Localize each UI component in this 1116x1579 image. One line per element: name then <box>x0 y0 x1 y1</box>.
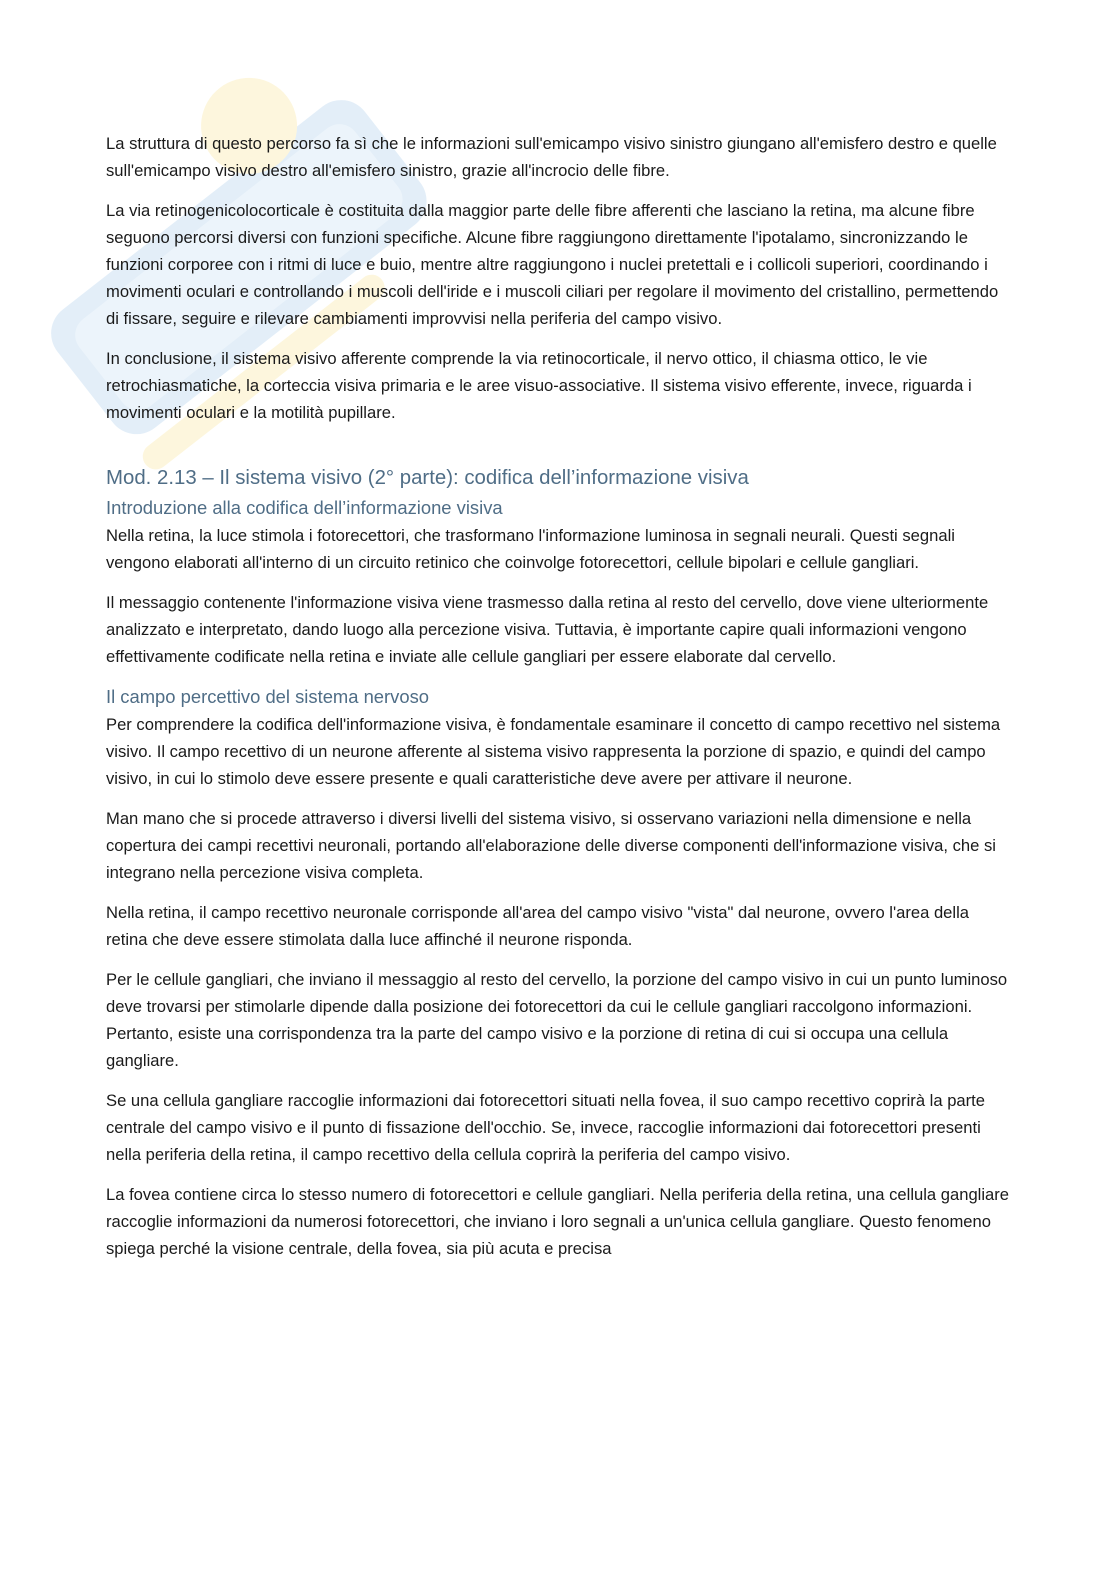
paragraph-s2-2: Man mano che si procede attraverso i diversi livelli del sistema visivo, si osservano variazioni nella dimensione e nella copertura dei campi recettivi neuronali, portando all'elaborazione delle diverse componenti dell'informazione visiva, che si integrano nella percezione visiva completa. <box>106 809 996 882</box>
paragraph-s1-1: Nella retina, la luce stimola i fotorecettori, che trasformano l'informazione luminosa in segnali neurali. Questi segnali vengono elaborati all'interno di un circuito retinico che coinvolge fotorecettori, cellule bipolari e cellule gangliari. <box>106 526 955 572</box>
paragraph-s2-6: La fovea contiene circa lo stesso numero di fotorecettori e cellule gangliari. Nella periferia della retina, una cellula gangliare raccoglie informazioni da numerosi fotorecettori, che inviano i loro segnali a un'unica cellula gangliare. Questo fenomeno spiega perché la visione centrale, della fovea, sia più acuta e precisa <box>106 1185 1010 1258</box>
paragraph-s2-5: Se una cellula gangliare raccoglie informazioni dai fotorecettori situati nella fovea, il suo campo recettivo coprirà la parte centrale del campo visivo e il punto di fissazione dell'occhio. Se, invece, raccoglie informazioni dai fotorecettori presenti nella periferia della retina, il campo recettivo della cellula coprirà la periferia del campo visivo. <box>106 1091 986 1164</box>
section-title-introduzione: Introduzione alla codifica dell’informazione visiva <box>106 497 503 518</box>
paragraph-intro-1: La struttura di questo percorso fa sì che le informazioni sull'emicampo visivo sinistro giungano all'emisfero destro e quelle sull'emicampo visivo destro all'emisfero sinistro, grazie all'incrocio delle fibre. <box>106 134 997 180</box>
document-body <box>106 130 1010 1275</box>
paragraph-intro-2: La via retinogenicolocorticale è costituita dalla maggior parte delle fibre afferenti che lasciano la retina, ma alcune fibre seguono percorsi diversi con funzioni specifiche. Alcune fibre raggiungono direttamente l'ipotalamo, sincronizzando le funzioni corporee con i ritmi di luce e buio, mentre altre raggiungono i nuclei pretettali e i collicoli superiori, coordinando i movimenti oculari e controllando i muscoli dell'iride e i muscoli ciliari per regolare il movimento del cristallino, permettendo di fissare, seguire e rilevare cambiamenti improvvisi nella periferia del campo visivo. <box>106 201 999 328</box>
paragraph-s2-3: Nella retina, il campo recettivo neuronale corrisponde all'area del campo visivo "vista" dal neurone, ovvero l'area della retina che deve essere stimolata dalla luce affinché il neurone risponda. <box>106 903 970 949</box>
section-title-campo-percettivo: Il campo percettivo del sistema nervoso <box>106 686 430 707</box>
paragraph-s2-4: Per le cellule gangliari, che inviano il messaggio al resto del cervello, la porzione del campo visivo in cui un punto luminoso deve trovarsi per stimolarle dipende dalla posizione dei fotorecettori da cui le cellule gangliari raccolgono informazioni. Pertanto, esiste una corrispondenza tra la parte del campo visivo e la porzione di retina di cui si occupa una cellula gangliare. <box>106 970 1008 1070</box>
module-title: Mod. 2.13 – Il sistema visivo (2° parte): codifica dell’informazione visiva <box>106 467 749 489</box>
paragraph-s2-1: Per comprendere la codifica dell'informazione visiva, è fondamentale esaminare il concetto di campo recettivo nel sistema visivo. Il campo recettivo di un neurone afferente al sistema visivo rappresenta la porzione di spazio, e quindi del campo visivo, in cui lo stimolo deve essere presente e quali caratteristiche deve avere per attivare il neurone. <box>106 715 1001 788</box>
paragraph-intro-3: In conclusione, il sistema visivo afferente comprende la via retinocorticale, il nervo ottico, il chiasma ottico, le vie retrochiasmatiche, la corteccia visiva primaria e le aree visuo-associative. Il sistema visivo efferente, invece, riguarda i movimenti oculari e la motilità pupillare. <box>106 349 972 422</box>
paragraph-s1-2: Il messaggio contenente l'informazione visiva viene trasmesso dalla retina al resto del cervello, dove viene ulteriormente analizzato e interpretato, dando luogo alla percezione visiva. Tuttavia, è importante capire quali informazioni vengono effettivamente codificate nella retina e inviate alle cellule gangliari per essere elaborate dal cervello. <box>106 593 989 666</box>
